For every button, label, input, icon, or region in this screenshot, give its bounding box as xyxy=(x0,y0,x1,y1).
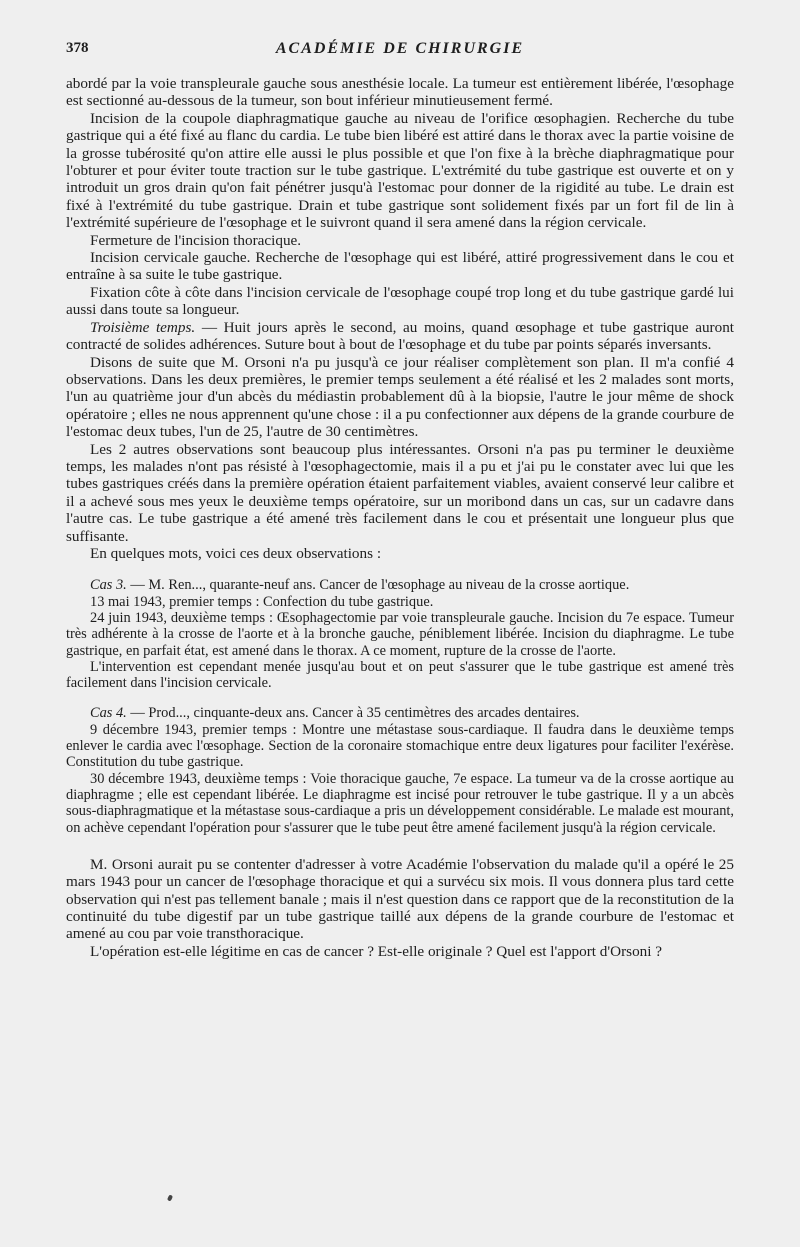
case-heading xyxy=(66,705,734,721)
case-label: Cas 3. xyxy=(90,577,127,594)
paragraph: Incision cervicale gauche. Recherche de l'œsophage qui est libéré, attiré progressivement dans le cou et entraîne à sa suite le tube gastrique. xyxy=(66,249,734,284)
paragraph xyxy=(66,319,734,354)
case-intro: — Prod..., cinquante-deux ans. Cancer à 35 centimètres des arcades dentaires. xyxy=(126,705,580,722)
case-spacer xyxy=(66,691,734,705)
case-heading xyxy=(66,577,734,593)
page-number: 378 xyxy=(66,40,89,56)
case-line: 24 juin 1943, deuxième temps : Œsophagectomie par voie transpleurale gauche. Incision du 7e espace. Tumeur très adhérente à la crosse de l'aorte et à la bronche gauche, péniblement libérée. Incision du diaphragme. Le tube gastrique, en parfait état, est amené dans le thorax. A ce moment, rupture de la crosse de l'aorte. xyxy=(66,609,734,659)
case-line: 30 décembre 1943, deuxième temps : Voie thoracique gauche, 7e espace. La tumeur va de la crosse aortique au diaphragme ; elle est cependant libérée. Le diaphragme est incisé pour retrouver le tube gastrique. Il y a un abcès sous-diaphragmatique et la métastase sous-cardiaque a pris un développement considérable. Le malade est mourant, on achève cependant l'opération pour s'assurer que le tube peut être amené facilement jusqu'à la région cervicale. xyxy=(66,770,734,836)
case-reports xyxy=(66,577,734,835)
case-intro: — M. Ren..., quarante-neuf ans. Cancer de l'œsophage au niveau de la crosse aortique. xyxy=(126,577,630,594)
closing-section xyxy=(66,856,734,960)
paragraph: Les 2 autres observations sont beaucoup plus intéressantes. Orsoni n'a pas pu terminer le deuxième temps, les malades n'ont pas résisté à l'œsophagectomie, mais il a pu et j'ai pu le constater avec lui que les tubes gastriques créés dans la première opération étaient parfaitement viables, avaient conservé leur calibre et il a achevé sous mes yeux le deuxième temps opératoire, sur un moribond dans un cas, sur un cadavre dans l'autre cas. Le tube gastrique a été amené très facilement dans le cou et présentait une longueur plus que suffisante. xyxy=(66,440,734,545)
ink-speck xyxy=(167,1194,173,1201)
paragraph: M. Orsoni aurait pu se contenter d'adresser à votre Académie l'observation du malade qu'il a opéré le 25 mars 1943 pour un cancer de l'œsophage thoracique et qui a survécu six mois. Il vous donnera plus tard cette observation qui n'est pas tellement banale ; mais il n'est question dans ce rapport que de la reconstitution de la continuité du tube digestif par un tube gastrique taillé aux dépens de la grande courbure de l'estomac et amené au cou par voie transthoracique. xyxy=(66,855,734,943)
main-section xyxy=(66,75,734,562)
paragraph: Disons de suite que M. Orsoni n'a pu jusqu'à ce jour réaliser complètement son plan. Il m'a confié 4 observations. Dans les deux premières, le premier temps seulement a été réalisé et les 2 malades sont morts, l'un au quatrième jour d'un abcès du médiastin probablement dû à la biopsie, l'autre le jour même de shock opératoire ; elles ne nous apprennent qu'une chose : il a pu confectionner aux dépens de la grande courbure de l'estomac deux tubes, l'un de 25, l'autre de 30 centimètres. xyxy=(66,353,734,441)
case-line: 9 décembre 1943, premier temps : Montre une métastase sous-cardiaque. Il faudra dans le deuxième temps enlever le cardia avec l'œsophage. Section de la coronaire stomachique entre deux ligatures pour faciliter l'exérèse. Constitution du tube gastrique. xyxy=(66,721,734,771)
body-text xyxy=(66,75,734,960)
running-title: ACADÉMIE DE CHIRURGIE xyxy=(275,40,525,57)
case-line: L'intervention est cependant menée jusqu'au bout et on peut s'assurer que le tube gastrique est amené très facilement dans l'incision cervicale. xyxy=(66,658,734,692)
paragraph: Fermeture de l'incision thoracique. xyxy=(90,231,302,249)
paragraph: Fixation côte à côte dans l'incision cervicale de l'œsophage coupé trop long et du tube gastrique gardé lui aussi dans toute sa longueur. xyxy=(66,283,734,319)
step-text: — Huit jours après le second, au moins, quand œsophage et tube gastrique auront contracté de solides adhérences. Suture bout à bout de l'œsophage et du tube par points séparés inversants. xyxy=(66,318,735,354)
paragraph: abordé par la voie transpleurale gauche sous anesthésie locale. La tumeur est entièrement libérée, l'œsophage est sectionné au-dessous de la tumeur, son bout inférieur minutieusement fermé. xyxy=(66,75,734,110)
case-label: Cas 4. xyxy=(90,705,127,722)
case-line: 13 mai 1943, premier temps : Confection du tube gastrique. xyxy=(90,593,434,610)
paragraph: Incision de la coupole diaphragmatique gauche au niveau de l'orifice œsophagien. Recherche du tube gastrique qui a été fixé au flanc du cardia. Le tube bien libéré est attiré dans le thorax avec la partie voisine de la grosse tubérosité qu'on attire elle aussi le plus possible et que l'on fixe à la brèche diaphragmatique pour l'obturer et pour éviter toute traction sur le tube gastrique. L'extrémité du tube gastrique est ouverte et on y introduit un gros drain qu'on fait pénétrer jusqu'à l'estomac pour donner de la rigidité au tube. Le drain est fixé à l'extrémité du tube gastrique. Drain et tube gastrique sont solidement fixés par un fort fil de lin à l'extrémité supérieure de l'œsophage et le suivront quand il sera amené dans la région cervicale. xyxy=(66,109,734,232)
paragraph: L'opération est-elle légitime en cas de cancer ? Est-elle originale ? Quel est l'apport d'Orsoni ? xyxy=(90,942,663,960)
step-heading: Troisième temps. xyxy=(90,318,196,336)
paragraph: En quelques mots, voici ces deux observations : xyxy=(90,544,382,562)
page-header xyxy=(60,40,740,62)
